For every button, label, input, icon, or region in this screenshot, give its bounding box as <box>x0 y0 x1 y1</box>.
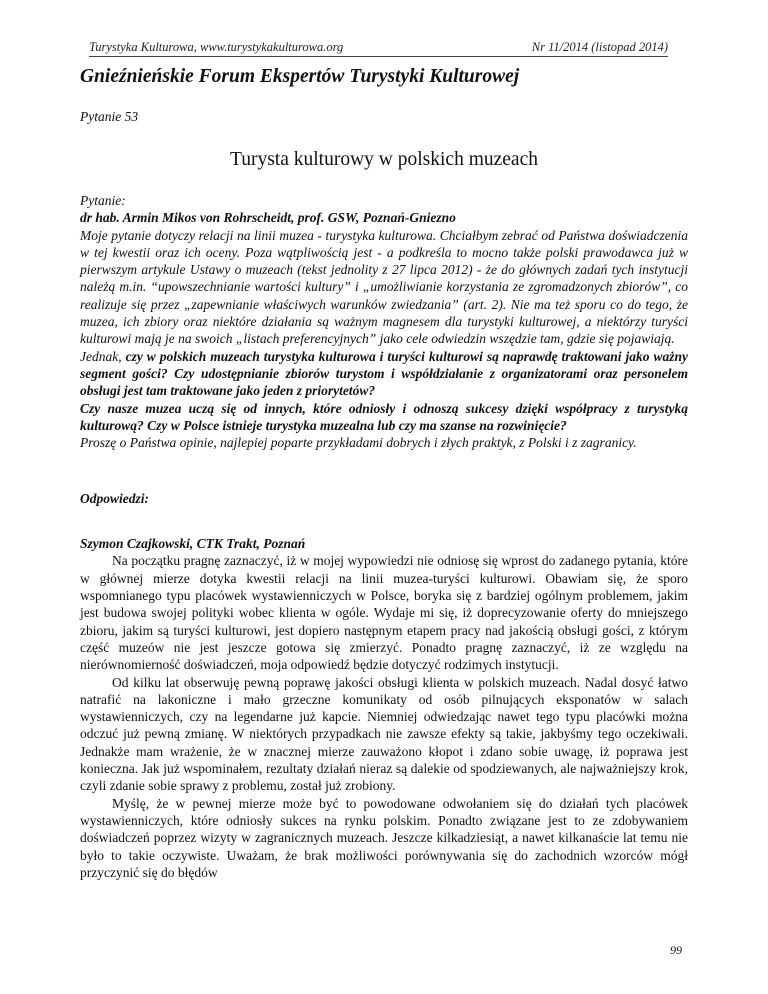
question-paragraph-2-lead: Jednak, <box>80 348 126 364</box>
question-paragraph-3: Czy nasze muzea uczą się od innych, które odniosły i odnoszą sukcesy dzięki współpracy z turystyką kulturową? Czy w Polsce istnieje turystyka muzealna lub czy ma szanse na rozwinięcie? <box>80 400 688 433</box>
question-paragraph-2 <box>80 348 688 400</box>
forum-title: Gnieźnieńskie Forum Ekspertów Turystyki Kulturowej <box>80 66 520 87</box>
page-number: 99 <box>670 943 682 957</box>
question-paragraph-2-bold: czy w polskich muzeach turystyka kulturowa i turyści kulturowi są naprawdę traktowani jako ważny segment gości? Czy udostępnianie zbiorów turystom i współdziałanie z organizatorami oraz personelem obsługi jest tam traktowane jako jeden z priorytetów? <box>80 348 688 399</box>
question-author: dr hab. Armin Mikos von Rohrscheidt, prof. GSW, Poznań-Gniezno <box>80 210 456 226</box>
answer-paragraph-3: Myślę, że w pewnej mierze może być to powodowane odwołaniem się do działań tych placówek wystawienniczych, które odniosły sukces na rynku polskim. Ponadto związane jest to ze zdobywaniem doświadczeń poprzez wizyty w zagranicznych muzeach. Jeszcze kilkadziesiąt, a nawet kilkanaście lat temu nie było to takie oczywiste. Uważam, że brak możliwości porównywania się do zachodnich wzorców mógł przyczynić się do błędów <box>80 795 688 880</box>
header-issue: Nr 11/2014 (listopad 2014) <box>531 40 668 54</box>
question-paragraph-1: Moje pytanie dotyczy relacji na linii muzea - turystyka kulturowa. Chciałbym zebrać od Państwa doświadczenia w tej kwestii oraz ich oceny. Poza wątpliwością jest - a podkreśla to mocno także polski prawodawca już w pierwszym artykule Ustawy o muzeach (tekst jednolity z 27 lipca 2012) - że do głównych zadań tych instytucji należą m.in. “upowszechnianie wartości kultury” i „umożliwianie korzystania ze zgromadzonych zbiorów”, co realizuje się przez „zapewnianie właściwych warunków zwiedzania” (art. 2). Nie ma też sporu co do tego, że muzea, ich zbiory oraz niektóre działania są ważnym magnesem dla turystyki kulturowej, a niektórzy turyści kulturowi mają je na swoich „listach preferencyjnych” jako cele odwiedzin wszędzie tam, gdzie się pojawiają. <box>80 227 688 347</box>
article-title: Turysta kulturowy w polskich muzeach <box>230 149 538 170</box>
question-paragraph-4: Proszę o Państwa opinie, najlepiej poparte przykładami dobrych i złych praktyk, z Polski i z zagranicy. <box>80 435 637 451</box>
answers-label: Odpowiedzi: <box>80 491 149 507</box>
answer-author: Szymon Czajkowski, CTK Trakt, Poznań <box>80 536 306 552</box>
question-label: Pytanie: <box>80 193 126 208</box>
question-block <box>80 192 688 451</box>
question-number: Pytanie 53 <box>80 109 139 124</box>
answer-paragraph-2: Od kilku lat obserwuję pewną poprawę jakości obsługi klienta w polskich muzeach. Nadal dosyć łatwo natrafić na lakoniczne i mało grzeczne komunikaty od osób pilnujących eksponatów w salach wystawienniczych, czy na legendarne już kapcie. Niemniej odwiedzając nawet tego typu placówki można odczuć już pewną zmianę. W niektórych przypadkach nie zawsze efekty są takie, jakbyśmy tego oczekiwali. Jednakże mam wrażenie, że w znacznej mierze zauważono kłopot i zdano sobie uwagę, iż poprawa jest konieczna. Jak już wspominałem, rezultaty działań nieraz są dalekie od spodziewanych, ale najważniejszy krok, czyli zdanie sobie sprawy z problemu, został już zrobiony. <box>80 674 688 794</box>
running-header <box>89 40 668 57</box>
page-content <box>80 64 688 881</box>
header-journal: Turystyka Kulturowa, www.turystykakulturowa.org <box>89 40 344 54</box>
answer-body <box>80 552 688 881</box>
answer-paragraph-1: Na początku pragnę zaznaczyć, iż w mojej wypowiedzi nie odniosę się wprost do zadanego pytania, które w głównej mierze dotyka kwestii relacji na linii muzea-turyści kulturowi. Obawiam się, że sporo wspomnianego typu placówek wystawienniczych w Polsce, boryka się z bardziej ogólnym problemem, jakim jest budowa swojej polityki wobec klienta w ogóle. Wydaje mi się, iż doprecyzowanie oferty do mniejszego zbioru, jakim są turyści kulturowi, jest dopiero następnym etapem pracy nad jakością obsługi gości, z którym część muzeów nie jest jeszcze gotowa się zmierzyć. Ponadto pragnę zaznaczyć, iż ze względu na nierównomierność doświadczeń, moja odpowiedź będzie dotyczyć rodzimych instytucji. <box>80 553 688 673</box>
